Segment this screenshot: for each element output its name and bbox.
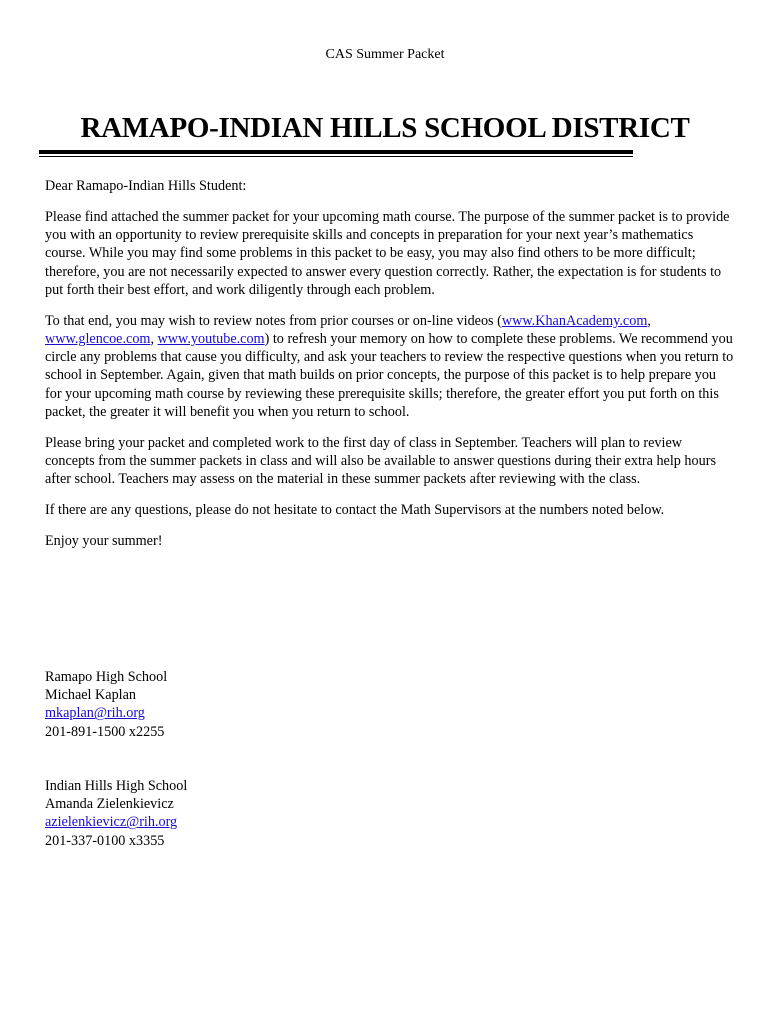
contact-school: Ramapo High School	[45, 669, 168, 685]
title-rule-thick	[39, 150, 633, 154]
contact-block-indian-hills	[45, 777, 187, 850]
contact-phone: 201-337-0100 x3355	[45, 832, 165, 849]
contact-school: Indian Hills High School	[45, 778, 188, 794]
page-header: CAS Summer Packet	[325, 47, 445, 62]
glencoe-link[interactable]: www.glencoe.com	[45, 331, 151, 348]
title-rule-thin	[39, 156, 633, 157]
contact-email-link[interactable]: azielenkievicz@rih.org	[45, 814, 178, 831]
closing: Enjoy your summer!	[45, 533, 163, 550]
paragraph-2-rest: ) to refresh your memory on how to complete these problems. We recommend you circle any problems that cause you difficulty, and ask your teachers to review the respective questions when you return to school in September. Again, given that math builds on prior concepts, the purpose of this packet is to help prepare you for your upcoming math course by reviewing these prerequisite skills; therefore, the greater effort you put forth on this packet, the greater it will benefit you when you return to school.	[45, 331, 734, 420]
paragraph-2	[45, 312, 735, 421]
paragraph-3: Please bring your packet and completed work to the first day of class in September. Teachers will plan to review concepts from the summer packets in class and will also be available to answer questions during their extra help hours after school. Teachers may assess on the material in these summer packets after reviewing with the class.	[45, 434, 716, 488]
paragraph-2-intro: To that end, you may wish to review notes from prior courses or on-line videos (	[45, 312, 502, 329]
paragraph-4: If there are any questions, please do not hesitate to contact the Math Supervisors at the numbers noted below.	[45, 502, 665, 519]
letter-body	[45, 177, 735, 563]
link-separator: ,	[647, 312, 651, 329]
page-title: RAMAPO-INDIAN HILLS SCHOOL DISTRICT	[80, 112, 690, 144]
contact-block-ramapo	[45, 668, 167, 741]
contact-name: Michael Kaplan	[45, 687, 136, 704]
link-separator: ,	[150, 331, 158, 348]
youtube-link[interactable]: www.youtube.com	[157, 331, 265, 348]
contact-email-link[interactable]: mkaplan@rih.org	[45, 705, 145, 722]
paragraph-1: Please find attached the summer packet for your upcoming math course. The purpose of the summer packet is to provide you with an opportunity to review prerequisite skills and concepts in preparation for your next year’s mathematics course. While you may find some problems in this packet to be easy, you may also find others to be more difficult; therefore, you are not necessarily expected to answer every question correctly. Rather, the expectation is for students to put forth their best effort, and work diligently through each problem.	[45, 209, 730, 298]
khan-academy-link[interactable]: www.KhanAcademy.com	[501, 312, 648, 329]
contact-name: Amanda Zielenkievicz	[45, 796, 174, 813]
contact-phone: 201-891-1500 x2255	[45, 723, 165, 740]
greeting: Dear Ramapo-Indian Hills Student:	[45, 178, 247, 194]
